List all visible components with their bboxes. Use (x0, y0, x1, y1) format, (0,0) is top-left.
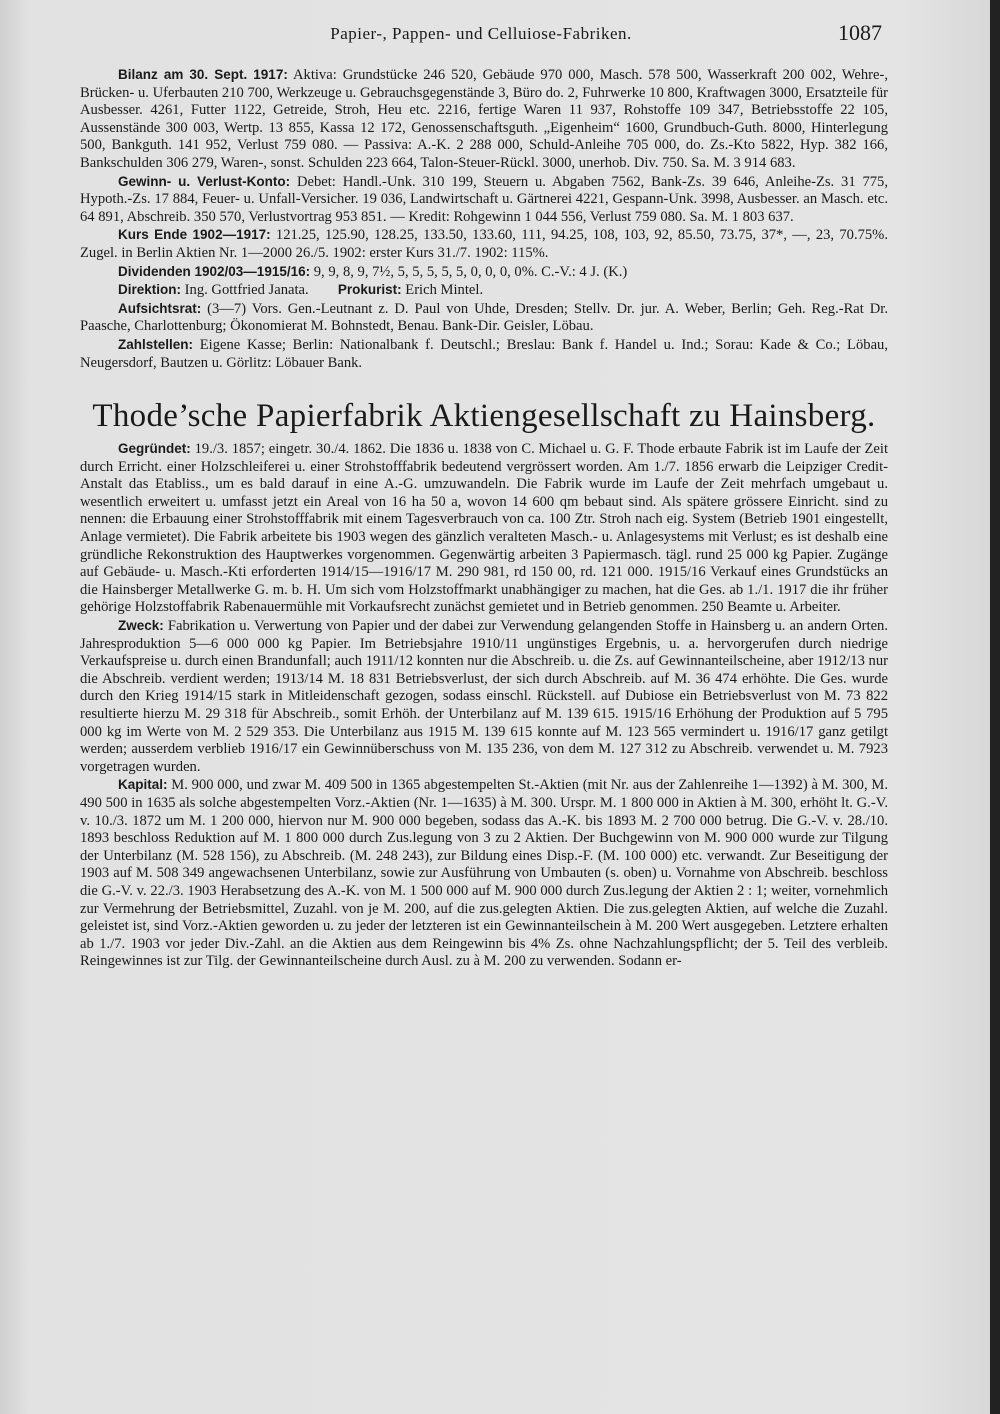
running-title: Papier-, Pappen- und Celluiose-Fabriken. (330, 24, 632, 43)
gewinn-paragraph (80, 173, 888, 227)
dividenden-paragraph (80, 263, 888, 282)
page-header (80, 20, 882, 50)
bilanz-paragraph (80, 66, 888, 173)
aufsichtsrat-paragraph (80, 300, 888, 336)
aufsichtsrat-label: Aufsichtsrat: (118, 300, 202, 316)
kapital-text: M. 900 000, und zwar M. 409 500 in 1365 abgestempelten St.-Aktien (mit Nr. aus der Zahlenreihe 1—1392) à M. 300, M. 490 500 in 1635 als solche abgestempelten Vorz.-Aktien (Nr. 1—1635) à M. 300. Urspr. M. 1 800 000 in Aktien à M. 300, erhöht lt. G.-V. v. 10./3. 1872 um M. 1 200 000, hiervon nur M. 900 000 begeben, sodass das A.-K. bis 1893 M. 2 700 000 betrug. Die G.-V. v. 28./10. 1893 beschloss Reduktion auf M. 1 800 000 durch Zus.legung von 3 zu 2 Aktien. Der Buchgewinn von M. 900 000 wurde zur Tilgung der Unterbilanz (M. 528 156), zu Abschreib. (M. 248 243), zur Bildung eines Disp.-F. (M. 100 000) etc. verwandt. Zur Beseitigung der 1903 auf M. 508 349 angewachsenen Unterbilanz, sowie zur Ausführung von Umbauten (s. oben) u. Vornahme von Abschreib. beschloss die G.-V. v. 22./3. 1903 Herabsetzung des A.-K. von M. 1 500 000 auf M. 900 000 durch Zus.legung der Aktien 2 : 1; weiter, vornehmlich zur Vermehrung der Betriebsmittel, Zuzahl. von je M. 200, auf die zus.gelegten Aktien. Die zus.gelegten Aktien, auf welche die Zuzahl. geleistet ist, sind Vorz.-Aktien geworden u. zu jeder der letzteren ist ein Gewinnanteilschein à M. 200 Wert ausgegeben. Letztere erhalten ab 1./7. 1903 vor jeder Div.-Zahl. an die Aktien aus dem Reingewinn bis 4% Zs. ohne Nachzahlungspflicht; der 5. Teil des verbleib. Reingewinnes ist zur Tilg. der Gewinnanteilscheine durch Ausl. zu à M. 200 zu verwenden. Sodann er- (80, 777, 888, 970)
zahlstellen-label: Zahlstellen: (118, 336, 194, 352)
prokurist-text: Erich Mintel. (401, 282, 484, 299)
bilanz-label: Bilanz am 30. Sept. 1917: (118, 67, 288, 82)
dividenden-text: 9, 9, 8, 9, 7½, 5, 5, 5, 5, 5, 0, 0, 0, 0%. C.-V.: 4 J. (K.) (310, 263, 628, 280)
zweck-label: Zweck: (118, 618, 164, 634)
prokurist-label: Prokurist: (337, 282, 402, 298)
zahlstellen-text: Eigene Kasse; Berlin: Nationalbank f. Deutschl.; Breslau: Bank f. Handel u. Ind.; Sorau: Kade & Co.; Löbau, Neugersdorf, Bautzen u. Görlitz: Löbauer Bank. (80, 336, 888, 371)
direktion-label: Direktion: (118, 282, 182, 298)
page-number: 1087 (838, 20, 882, 45)
gewinn-text: Debet: Handl.-Unk. 310 199, Steuern u. Abgaben 7562, Bank-Zs. 39 646, Anleihe-Zs. 31 775, Hypoth.-Zs. 17 884, Feuer- u. Unfall-Versicher. 19 036, Landwirtschaft u. Gärtnerei 4221, Gespann-Unk. 3998, Ausbesser. an Masch. etc. 64 891, Abschreib. 350 570, Verlustvortrag 953 851. — Kredit: Rohgewinn 1 044 556, Verlust 759 080. Sa. M. 1 803 637. (80, 173, 889, 225)
company-title: Thode’sche Papierfabrik Aktiengesellschaft zu Hainsberg. (92, 398, 876, 435)
page-edge-shadow (990, 0, 1000, 1414)
kurs-text: 121.25, 125.90, 128.25, 133.50, 133.60, 111, 94.25, 108, 103, 92, 85.50, 73.75, 37*, —, 23, 70.75%. Zugel. in Berlin Aktien Nr. 1—2000 26./5. 1902: erster Kurs 31./7. 1902: 115%. (80, 227, 888, 261)
aufsichtsrat-text: (3—7) Vors. Gen.-Leutnant z. D. Paul von Uhde, Dresden; Stellv. Dr. jur. A. Weber, Berlin; Geh. Reg.-Rat Dr. Paasche, Charlottenburg; Ökonomierat M. Bohnstedt, Benau. Bank-Dir. Geisler, Löbau. (80, 300, 888, 335)
direktion-text: Ing. Gottfried Janata. (181, 282, 309, 299)
gegruendet-label: Gegründet: (118, 441, 191, 457)
bilanz-text: Aktiva: Grundstücke 246 520, Gebäude 970 000, Masch. 578 500, Wasserkraft 200 002, Wehre-, Brücken- u. Uferbauten 210 700, Werkzeuge u. Gebrauchsgegenstände 3, Büro do. 2, Fuhrwerke 10 800, Kraftwagen 3000, Ersatzteile für Ausbesser. 4261, Futter 1122, Getreide, Stroh, Heu etc. 2216, fertige Waren 11 937, Rohstoffe 109 347, Betriebsstoffe 22 105, Aussenstände 300 003, Wertp. 13 855, Kassa 12 172, Genossenschaftsguth. „Eigenheim“ 1600, Grundbuch-Guth. 8000, Hinterlegung 500, Bankguth. 141 952, Verlust 759 080. — Passiva: A.-K. 2 288 000, Schuld-Anleihe 705 000, do. Zs.-Kto 5822, Hyp. 382 166, Bankschulden 306 279, Waren-, sonst. Schulden 223 664, Talon-Steuer-Rückl. 3000, unerhob. Div. 750. Sa. M. 3 914 683. (80, 67, 888, 171)
gegruendet-paragraph (80, 440, 888, 617)
direktion-paragraph (80, 281, 888, 300)
dividenden-label: Dividenden 1902/03—1915/16: (118, 263, 311, 279)
kapital-paragraph (80, 776, 888, 971)
zahlstellen-paragraph (80, 336, 888, 372)
kurs-paragraph (80, 226, 888, 262)
kurs-label: Kurs Ende 1902—1917: (118, 227, 271, 243)
zweck-text: Fabrikation u. Verwertung von Papier und der dabei zur Verwendung gelangenden Stoffe in Hainsberg u. an andern Orten. Jahresproduktion 5—6 000 000 kg Papier. Im Betriebsjahre 1910/11 ungünstiges Ergebnis, u. a. hervorgerufen durch niedrige Verkaufspreise u. durch einen Brandunfall; auch 1911/12 konnten nur die Abschreib. u. die Zs. auf Gewinnanteilscheine, aber 1912/13 nur die Abschreib. verdient werden; 1913/14 M. 18 831 Betriebsverlust, der sich durch Abschreib. auf M. 36 474 erhöhte. Die Ges. wurde durch den Krieg 1914/15 stark in Mitleidenschaft gezogen, sodass einschl. Rückstell. auf Dubiose ein Betriebsverlust von M. 73 822 resultierte hierzu M. 29 318 für Abschreib., somit Erhöh. der Unterbilanz auf M. 139 615. 1915/16 Erhöhung der Produktion auf 5 795 000 kg im Werte von M. 2 529 353. Die Unterbilanz aus 1915 M. 139 615 konnte auf M. 123 565 vermindert u. 1916/17 ganz getilgt werden; ausserdem verblieb 1916/17 ein Gewinnüberschuss von M. 135 236, von dem M. 127 312 zu Abschreib. verwendet u. M. 7923 vorgetragen wurden. (80, 618, 888, 775)
gegruendet-text: 19./3. 1857; eingetr. 30./4. 1862. Die 1836 u. 1838 von C. Michael u. G. F. Thode erbaute Fabrik ist im Laufe der Zeit durch Erricht. einer Holzschleiferei u. einer Strohstofffabrik bedeutend vergrössert worden. Am 1./7. 1856 erwarb die Leipziger Credit-Anstalt das Etabliss., um es bald darauf in eine A.-G. umzuwandeln. Die Fabrik wurde im Laufe der Zeit mehrfach umgebaut u. wesentlich erweitert u. umfasst jetzt ein Areal von 16 ha 50 a, wovon 14 600 qm bebaut sind. Als spätere grössere Einricht. sind zu nennen: die Erbauung einer Strohstofffabrik mit einem Tagesverbrauch von ca. 100 Ztr. Stroh nach eig. System (Betrieb 1901 eingestellt, Anlage vermietet). Die Fabrik arbeitete bis 1903 wegen des gänzlich veralteten Masch.- u. Anlagesystems mit Verlust; es ist deshalb eine gründliche Rekonstruktion des Hauptwerkes vorgenommen. Gegenwärtig arbeiten 3 Papiermasch. tägl. rund 25 000 kg Papier. Zugänge auf Gebäude- u. Masch.-Kti erforderten 1914/15—1916/17 M. 290 981, rd 150 00, rd. 121 000. 1915/16 Verkauf eines Grundstücks an die Hainsberger Metallwerke G. m. b. H. Um sich vom Holzstoffmarkt unabhängiger zu machen, hat die Ges. ab 1./1. 1917 die ihr früher gehörige Holzstoffabrik Rabenauermühle mit Vorkaufsrecht zunächst gemietet und in Betrieb genommen. 250 Beamte u. Arbeiter. (80, 441, 888, 616)
page-body (80, 66, 888, 971)
zweck-paragraph (80, 617, 888, 776)
gewinn-label: Gewinn- u. Verlust-Konto: (118, 173, 291, 189)
kapital-label: Kapital: (118, 777, 168, 793)
